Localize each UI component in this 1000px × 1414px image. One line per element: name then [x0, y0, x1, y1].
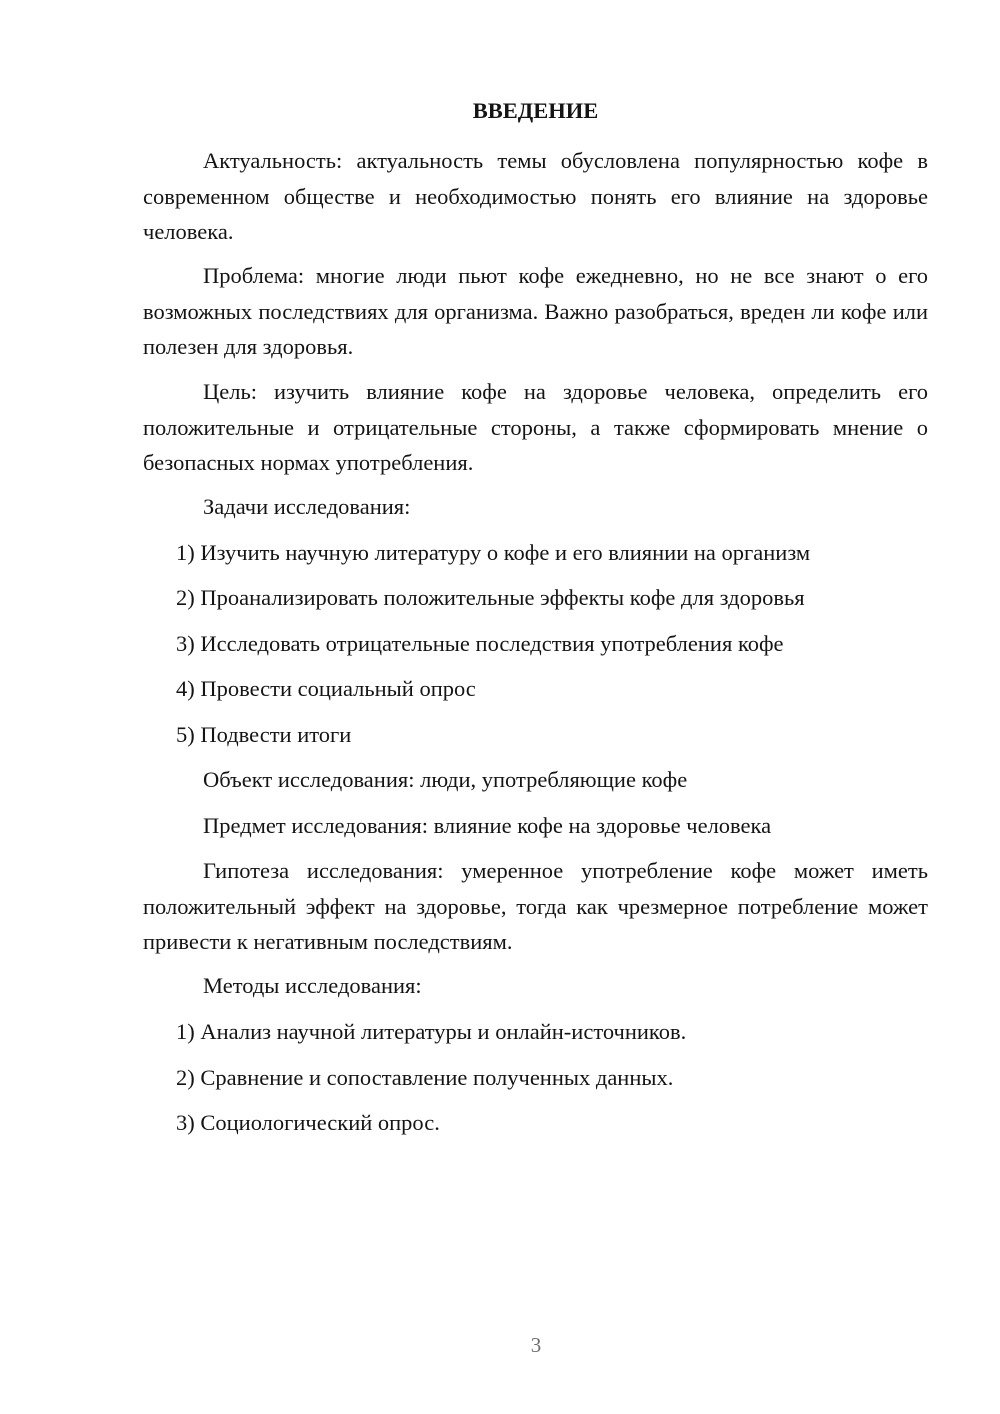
task-item: 3) Исследовать отрицательные последствия употребления кофе [176, 631, 784, 656]
tasks-heading: Задачи исследования: [203, 494, 411, 519]
relevance-paragraph: Актуальность: актуальность темы обусловлена популярностью кофе в современном обществе и необходимостью понять его влияние на здоровье человека. [143, 148, 928, 244]
methods-heading: Методы исследования: [203, 973, 422, 998]
research-object: Объект исследования: люди, употребляющие кофе [203, 767, 688, 792]
task-item: 5) Подвести итоги [176, 722, 352, 747]
task-item: 2) Проанализировать положительные эффекты кофе для здоровья [176, 585, 805, 610]
goal-paragraph: Цель: изучить влияние кофе на здоровье человека, определить его положительные и отрицательные стороны, а также сформировать мнение о безопасных нормах употребления. [143, 379, 928, 475]
page-title: ВВЕДЕНИЕ [472, 98, 599, 123]
research-subject: Предмет исследования: влияние кофе на здоровье человека [203, 813, 772, 838]
method-item: 2) Сравнение и сопоставление полученных данных. [176, 1065, 674, 1090]
task-item: 4) Провести социальный опрос [176, 676, 476, 701]
task-item: 1) Изучить научную литературу о кофе и его влиянии на организм [176, 540, 811, 565]
method-item: 1) Анализ научной литературы и онлайн-источников. [176, 1019, 687, 1044]
hypothesis-paragraph: Гипотеза исследования: умеренное употребление кофе может иметь положительный эффект на здоровье, тогда как чрезмерное потребление может привести к негативным последствиям. [143, 858, 928, 954]
problem-paragraph: Проблема: многие люди пьют кофе ежедневно, но не все знают о его возможных последствиях для организма. Важно разобраться, вреден ли кофе или полезен для здоровья. [143, 263, 928, 359]
page-number: 3 [530, 1333, 542, 1357]
method-item: 3) Социологический опрос. [176, 1110, 440, 1135]
